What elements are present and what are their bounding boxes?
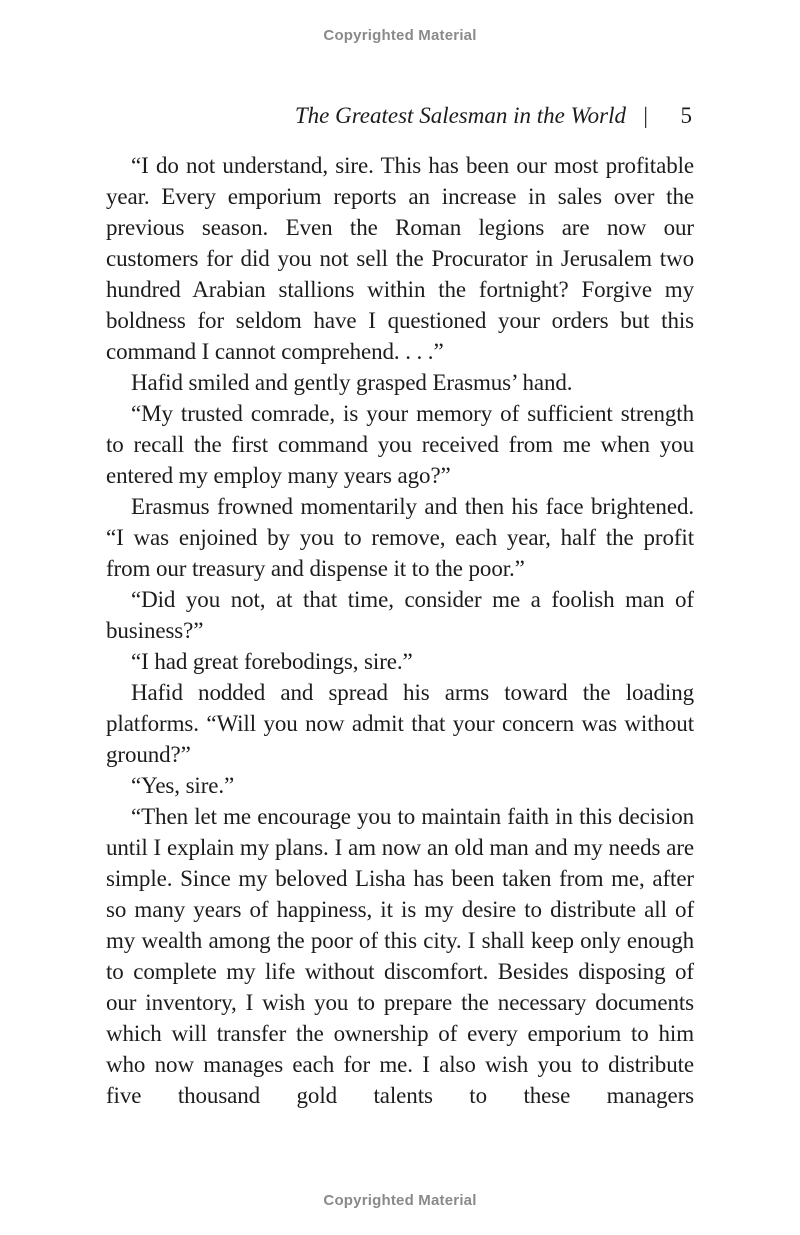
running-head: [106, 100, 694, 132]
page-number: 5: [680, 103, 692, 128]
book-title: The Greatest Salesman in the World: [294, 103, 626, 128]
header-separator: |: [643, 103, 648, 128]
paragraph: “Yes, sire.”: [131, 773, 235, 798]
paragraph: “I had great forebodings, sire.”: [131, 649, 413, 674]
copyright-watermark-top: Copyrighted Material: [323, 27, 477, 44]
paragraph: “Did you not, at that time, consider me a foolish man of business?”: [106, 587, 694, 643]
paragraph: “I do not understand, sire. This has been our most profitable year. Every emporium reports an increase in sales over the previous season. Even the Roman legions are now our customers for did you not sell the Procurator in Jerusalem two hundred Arabian stallions within the fortnight? Forgive my boldness for seldom have I questioned your orders but this command I cannot comprehend. . . .”: [106, 153, 694, 364]
copyright-watermark-bottom: Copyrighted Material: [323, 1192, 477, 1209]
body-text: [106, 150, 694, 1111]
paragraph: Hafid nodded and spread his arms toward the loading platforms. “Will you now admit that your concern was without ground?”: [106, 680, 694, 767]
paragraph: Erasmus frowned momentarily and then his face brightened. “I was enjoined by you to remove, each year, half the profit from our treasury and dispense it to the poor.”: [106, 494, 694, 581]
paragraph: “My trusted comrade, is your memory of sufficient strength to recall the first command you received from me when you entered my employ many years ago?”: [106, 401, 694, 488]
paragraph: “Then let me encourage you to maintain faith in this decision until I explain my plans. I am now an old man and my needs are simple. Since my beloved Lisha has been taken from me, after so many years of happiness, it is my desire to distribute all of my wealth among the poor of this city. I shall keep only enough to complete my life without discomfort. Besides disposing of our inventory, I wish you to prepare the necessary documents which will transfer the ownership of every emporium to him who now manages each for me. I also wish you to distribute five thousand gold talents to these managers: [106, 804, 694, 1108]
paragraph: Hafid smiled and gently grasped Erasmus’ hand.: [131, 370, 573, 395]
